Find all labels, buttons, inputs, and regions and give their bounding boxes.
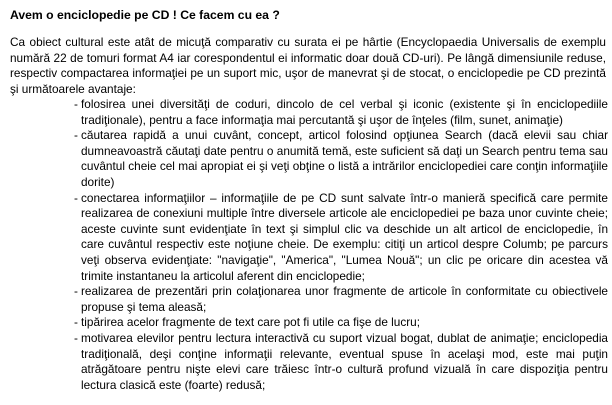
- list-item: [8, 128, 608, 190]
- list-bullet: -: [74, 284, 78, 299]
- advantages-list: [8, 97, 608, 393]
- list-item-text: conectarea informaţiilor – informaţiile de pe CD sunt salvate într-o manieră specifică care permite realizarea de conexiuni multiple între diversele articole ale enciclopediei pe baza unor cuvinte cheie; aceste cuvinte sunt evidenţiate în text şi simplul clic va deschide un alt articol de enciclopedie, în care cuvântul respectiv este noţiune cheie. De exemplu: citiţi un articol despre Columb; pe parcurs veţi observa evidenţiate: "navigaţie", "America", "Lumea Nouă"; un clic pe oricare din acestea vă trimite instantaneu la articolul aferent din enciclopedie;: [81, 190, 608, 283]
- list-item-text: căutarea rapidă a unui cuvânt, concept, articol folosind opţiunea Search (dacă elevii sau chiar dumneavoastră căutaţi date pentru o anumită temă, este suficient să daţi un Search pentru tema sau cuvântul cheie cel mai apropiat ei şi veţi obţine o listă a intrărilor enciclopediei care conţin informaţiile dorite): [81, 128, 608, 189]
- list-item-text: realizarea de prezentări prin colaţionarea unor fragmente de articole în conformitate cu obiectivele propuse şi tema aleasă;: [81, 284, 608, 314]
- document-page: [8, 0, 608, 405]
- list-item-text: motivarea elevilor pentru lectura interactivă cu suport vizual bogat, dublat de animaţie; enciclopedia tradiţională, deşi conţine informaţii relevante, eventual spuse în acelaşi mod, este mai puţin atrăgătoare pentru nişte elevi care trăiesc într-o cultură profund vizuală în care dispoziţia pentru lectura clasică este (foarte) redusă;: [81, 330, 608, 392]
- list-bullet: -: [74, 190, 78, 205]
- list-item: [8, 191, 608, 285]
- list-bullet: -: [74, 330, 78, 345]
- list-item: [8, 97, 608, 128]
- list-item-text: tipărirea acelor fragmente de text care pot fi utile ca fişe de lucru;: [81, 315, 421, 330]
- list-item: [8, 315, 608, 331]
- list-bullet: -: [74, 97, 78, 111]
- list-bullet: -: [74, 128, 78, 143]
- list-bullet: -: [74, 315, 78, 330]
- list-item: [8, 284, 608, 315]
- list-item: [8, 331, 608, 393]
- list-item-text: folosirea unei diversităţi de coduri, dincolo de cel verbal şi iconic (existente şi în enciclopediile tradiţionale), pentru a face informaţia mai percutantă şi uşor de înţeles (film, sunet, animaţie): [81, 97, 608, 127]
- intro-paragraph: Ca obiect cultural este atât de micuţă comparativ cu surata ei pe hârtie (Encyclopaedia Universalis de exemplu numără 22 de tomuri format A4 iar corespondentul ei informatic doar două CD-uri). Pe lângă dimensiunile reduse, respectiv compactarea informaţiei pe un suport mic, uşor de manevrat şi de stocat, o enciclopedie pe CD prezintă şi următoarele avantaje:: [10, 35, 606, 96]
- document-title: Avem o enciclopedie pe CD ! Ce facem cu ea ?: [10, 8, 280, 22]
